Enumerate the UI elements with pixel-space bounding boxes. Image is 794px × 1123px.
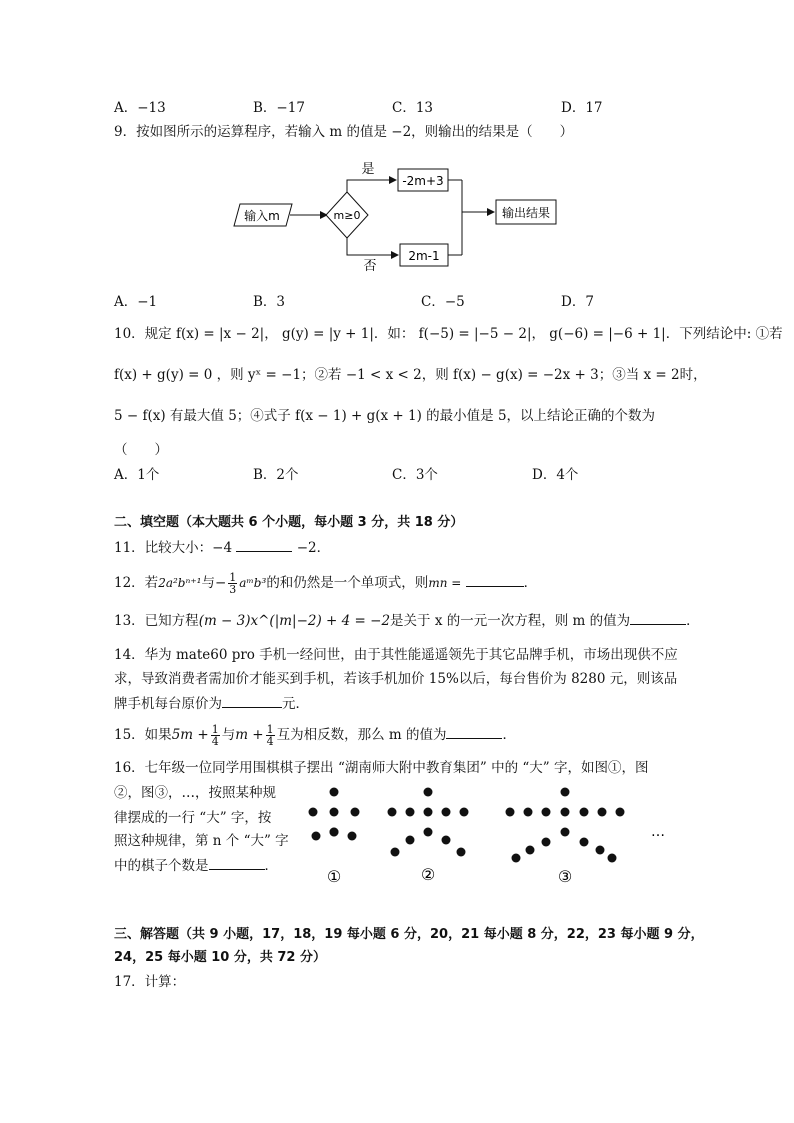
go-stone-dot <box>312 832 321 841</box>
q11-blank[interactable] <box>236 537 292 552</box>
go-stone-dot <box>406 808 415 817</box>
go-stone-dot <box>388 808 397 817</box>
q13-text-b: 是关于 x 的一元一次方程，则 m 的值为 <box>390 613 631 629</box>
go-stone-dot <box>424 788 433 797</box>
q15-term2: m + <box>235 727 264 743</box>
figure-label-1: ① <box>326 867 342 886</box>
q14-line1: 14．华为 mate60 pro 手机一经问世，由于其性能遥遥领先于其它品牌手机，市场出现供不应 <box>114 647 678 663</box>
q16-period: ． <box>264 858 278 874</box>
go-stone-dot <box>616 808 625 817</box>
q15-frac2-den: 4 <box>266 735 274 748</box>
output-label: 输出结果 <box>501 206 551 220</box>
yes-label: 是 <box>361 162 375 177</box>
section2-title: 二、填空题（本大题共 6 个小题，每小题 3 分，共 18 分） <box>114 515 464 530</box>
q11-text-a: 11．比较大小：−4 <box>114 540 233 556</box>
q15-frac1 <box>211 724 220 747</box>
go-stone-dot <box>598 808 607 817</box>
no-label: 否 <box>363 259 377 274</box>
q8-option-a: A．−13 <box>114 100 166 116</box>
q12-minus: − <box>214 575 227 591</box>
go-stone-dot <box>330 788 339 797</box>
q12-mn: mn = <box>428 576 462 590</box>
yes-box-label: -2m+3 <box>402 174 444 188</box>
q12-frac-den: 3 <box>229 583 237 596</box>
q16-line1: 16．七年级一位同学用围棋棋子摆出 “湖南师大附中教育集团” 中的 “大” 字，如图①，图 <box>114 760 649 776</box>
q13-equation: (m − 3)x^(|m|−2) + 4 = −2 <box>198 613 391 629</box>
q17: 17．计算： <box>114 974 186 990</box>
q13-period: ． <box>686 613 700 629</box>
q9-flowchart <box>0 150 794 280</box>
q10-line2: f(x) + g(y) = 0 ，则 yˣ = −1；②若 −1 < x < 2，则 f(x) − g(x) = −2x + 3；③当 x = 2时， <box>114 367 707 383</box>
q13-blank[interactable] <box>630 610 686 625</box>
go-stone-dot <box>406 836 415 845</box>
q12-blank[interactable] <box>466 572 524 587</box>
go-stone-dot <box>348 832 357 841</box>
q9-option-c: C．−5 <box>421 294 465 310</box>
go-stone-dot <box>580 838 589 847</box>
q12-period: ． <box>523 575 538 591</box>
q9-stem: 9．按如图所示的运算程序，若输入 m 的值是 −2，则输出的结果是（ ） <box>114 124 574 140</box>
q16-text: 中的棋子个数是 <box>114 858 209 874</box>
go-stone-dot <box>608 854 617 863</box>
q10-paren: （ ） <box>114 442 168 458</box>
go-stone-dot <box>460 808 469 817</box>
q12-term2: aᵐb³ <box>239 576 267 590</box>
go-stone-dot <box>424 828 433 837</box>
q15-term1: 5m + <box>171 727 209 743</box>
go-stone-dot <box>524 808 533 817</box>
q16-figures <box>0 770 794 890</box>
q15-frac1-den: 4 <box>211 735 219 748</box>
condition-label: m≥0 <box>333 209 361 222</box>
figure-ellipsis: … <box>651 824 665 840</box>
q8-option-d: D．17 <box>561 100 603 116</box>
q15-text-mid: 与 <box>221 727 236 743</box>
q15-frac1-num: 1 <box>211 723 219 736</box>
q12-fraction <box>228 572 237 595</box>
q15-text-b: 互为相反数，那么 m 的值为 <box>276 727 447 743</box>
q14-blank[interactable] <box>222 693 282 708</box>
q12-text-b: 的和仍然是一个单项式，则 <box>266 575 429 591</box>
q15-blank[interactable] <box>446 724 502 739</box>
q10-line3: 5 − f(x) 有最大值 5；④式子 f(x − 1) + g(x + 1) 的最小值是 5，以上结论正确的个数为 <box>114 408 656 424</box>
q11-text-b: −2． <box>296 540 331 556</box>
q12 <box>114 570 537 596</box>
go-stone-dot <box>506 808 515 817</box>
q10-line1: 10．规定 f(x) = |x − 2|， g(y) = |y + 1|．如： f(−5) = |−5 − 2|， g(−6) = |−6 + 1|．下列结论中: ①若 <box>114 326 783 342</box>
q12-term1: 2a²bⁿ⁺¹ <box>158 576 202 590</box>
go-stone-dot <box>561 808 570 817</box>
go-stone-dot <box>424 808 433 817</box>
q12-frac-num: 1 <box>229 571 237 584</box>
go-stone-dot <box>442 836 451 845</box>
go-stone-dot <box>330 808 339 817</box>
q9-option-d: D．7 <box>561 294 594 310</box>
q11 <box>114 537 330 558</box>
q16-line2: ②，图③，…，按照某种规 <box>114 785 276 801</box>
go-stone-dot <box>391 848 400 857</box>
q15-frac2 <box>266 724 275 747</box>
go-stone-dot <box>542 838 551 847</box>
go-stone-dot <box>561 828 570 837</box>
go-stone-dot <box>526 846 535 855</box>
q10-option-b: B．2个 <box>253 467 299 483</box>
q16-line4: 照这种规律，第 n 个 “大” 字 <box>114 833 289 849</box>
figure-label-3: ③ <box>557 867 573 886</box>
input-label: 输入m <box>244 209 280 223</box>
no-box-label: 2m-1 <box>408 249 440 263</box>
q8-option-b: B．−17 <box>253 100 305 116</box>
section3-title-line1: 三、解答题（共 9 小题，17，18，19 每小题 6 分，20，21 每小题 8 分，22，23 每小题 9 分， <box>114 927 704 942</box>
q12-text-a: 12．若 <box>114 575 159 591</box>
q12-text-mid: 与 <box>201 575 215 591</box>
q10-option-c: C．3个 <box>392 467 438 483</box>
go-stone-dot <box>542 808 551 817</box>
q13 <box>114 610 700 631</box>
q15-frac2-num: 1 <box>266 723 274 736</box>
section3-title-line2: 24，25 每小题 10 分，共 72 分） <box>114 950 326 965</box>
q14-line2: 求，导致消费者需加价才能买到手机，若该手机加价 15%以后，每台售价为 8280 元，则该品 <box>114 671 678 687</box>
go-stone-dot <box>442 808 451 817</box>
q15-period: ． <box>502 727 516 743</box>
go-stone-dot <box>309 808 318 817</box>
go-stone-dot <box>580 808 589 817</box>
q15-text-a: 15．如果 <box>114 727 172 743</box>
q10-option-d: D．4个 <box>532 467 579 483</box>
q8-option-c: C．13 <box>392 100 434 116</box>
go-stone-dot <box>512 854 521 863</box>
go-stone-dot <box>596 846 605 855</box>
q14-text: 牌手机每台原价为 <box>114 696 222 712</box>
go-stone-dot <box>457 848 466 857</box>
q16-line3: 律摆成的一行 “大” 字，按 <box>114 810 272 826</box>
q14-unit: 元． <box>282 696 309 712</box>
go-stone-dot <box>351 808 360 817</box>
q14-line3 <box>114 693 309 714</box>
q9-option-b: B．3 <box>253 294 286 310</box>
q10-option-a: A．1个 <box>114 467 160 483</box>
figure-label-2: ② <box>420 865 436 884</box>
go-stone-dot <box>330 828 339 837</box>
q13-text-a: 13．已知方程 <box>114 613 199 629</box>
q9-option-a: A．−1 <box>114 294 158 310</box>
q15 <box>114 720 516 750</box>
go-stone-dot <box>561 788 570 797</box>
